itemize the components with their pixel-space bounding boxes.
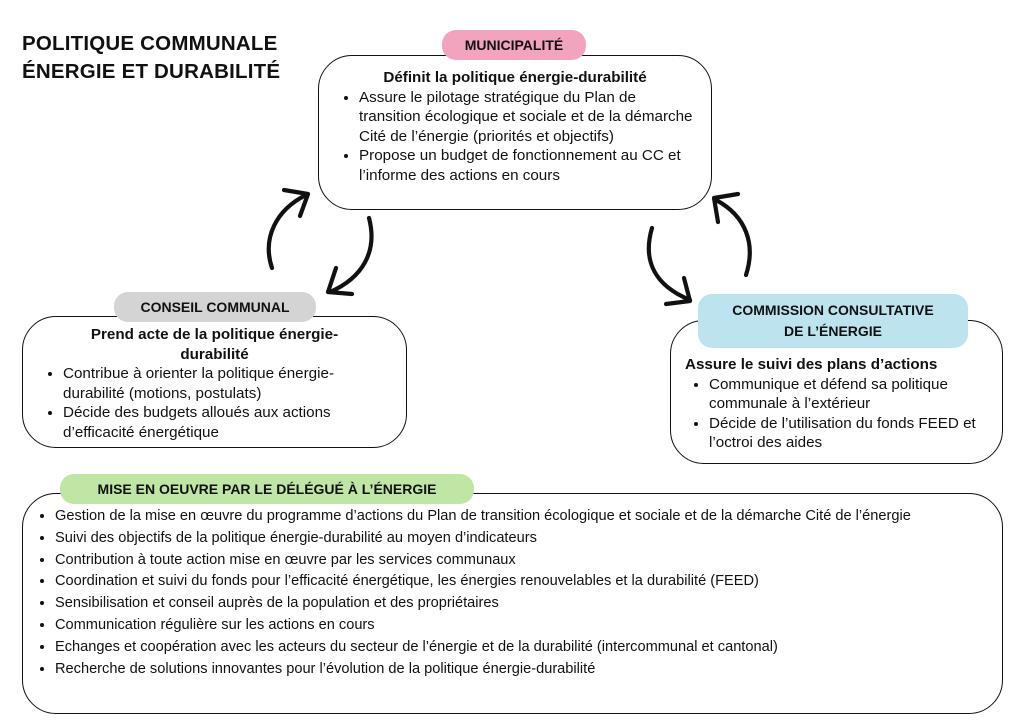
- conseil-communal-list: [37, 364, 392, 442]
- list-item: • Décide des budgets alloués aux actions d’efficacité énergétique: [63, 403, 392, 442]
- conseil-communal-heading: Prend acte de la politique énergie-durabilité: [90, 326, 339, 363]
- list-item: • Communique et défend sa politique communale à l’extérieur: [709, 375, 990, 414]
- delegue-box: [22, 493, 1003, 714]
- list-item: • Echanges et coopération avec les acteurs du secteur de l’énergie et de la durabilité (intercommunal et cantonal): [55, 637, 988, 659]
- page-title-line2: ÉNERGIE ET DURABILITÉ: [22, 60, 281, 83]
- list-item: • Décide de l’utilisation du fonds FEED et l’octroi des aides: [709, 414, 990, 453]
- arrow-conseil-to-municipalite: [269, 195, 306, 268]
- arrow-municipalite-to-commission: [649, 228, 690, 300]
- page-title: [22, 30, 280, 86]
- list-item: • Coordination et suivi du fonds pour l’efficacité énergétique, les énergies renouvelables et la durabilité (FEED): [55, 571, 988, 593]
- commission-label: [698, 294, 968, 348]
- list-item: • Sensibilisation et conseil auprès de la population et des propriétaires: [55, 593, 988, 615]
- arrow-commission-to-municipalite: [716, 200, 750, 275]
- commission-label-line1: COMMISSION CONSULTATIVE: [732, 302, 934, 318]
- municipalite-box: [318, 55, 712, 210]
- municipalite-label: MUNICIPALITÉ: [442, 30, 586, 60]
- list-item: • Recherche de solutions innovantes pour l’évolution de la politique énergie-durabilité: [55, 659, 988, 681]
- conseil-communal-label: CONSEIL COMMUNAL: [114, 292, 316, 322]
- commission-heading: Assure le suivi des plans d’actions: [685, 356, 938, 373]
- delegue-label: MISE EN OEUVRE PAR LE DÉLÉGUÉ À L’ÉNERGIE: [60, 474, 474, 504]
- list-item: • Gestion de la mise en œuvre du programme d’actions du Plan de transition écologique et sociale et de la démarche Cité de l’énergie: [55, 506, 988, 528]
- list-item: • Communication régulière sur les actions en cours: [55, 615, 988, 637]
- list-item: • Assure le pilotage stratégique du Plan de transition écologique et sociale et de la démarche Cité de l’énergie (priorités et objectifs): [359, 88, 697, 147]
- list-item: • Propose un budget de fonctionnement au CC et l’informe des actions en cours: [359, 146, 697, 185]
- municipalite-list: [333, 88, 697, 186]
- page-title-line1: POLITIQUE COMMUNALE: [22, 32, 278, 55]
- commission-label-line2: DE L’ÉNERGIE: [783, 323, 883, 339]
- conseil-communal-box: [22, 316, 407, 448]
- commission-list: [683, 375, 990, 453]
- list-item: • Contribue à orienter la politique énergie-durabilité (motions, postulats): [63, 364, 392, 403]
- delegue-list: [31, 506, 988, 680]
- list-item: • Suivi des objectifs de la politique énergie-durabilité au moyen d’indicateurs: [55, 528, 988, 550]
- list-item: • Contribution à toute action mise en œuvre par les services communaux: [55, 550, 988, 572]
- municipalite-heading: Définit la politique énergie-durabilité: [383, 69, 647, 86]
- arrow-municipalite-to-conseil: [330, 218, 371, 292]
